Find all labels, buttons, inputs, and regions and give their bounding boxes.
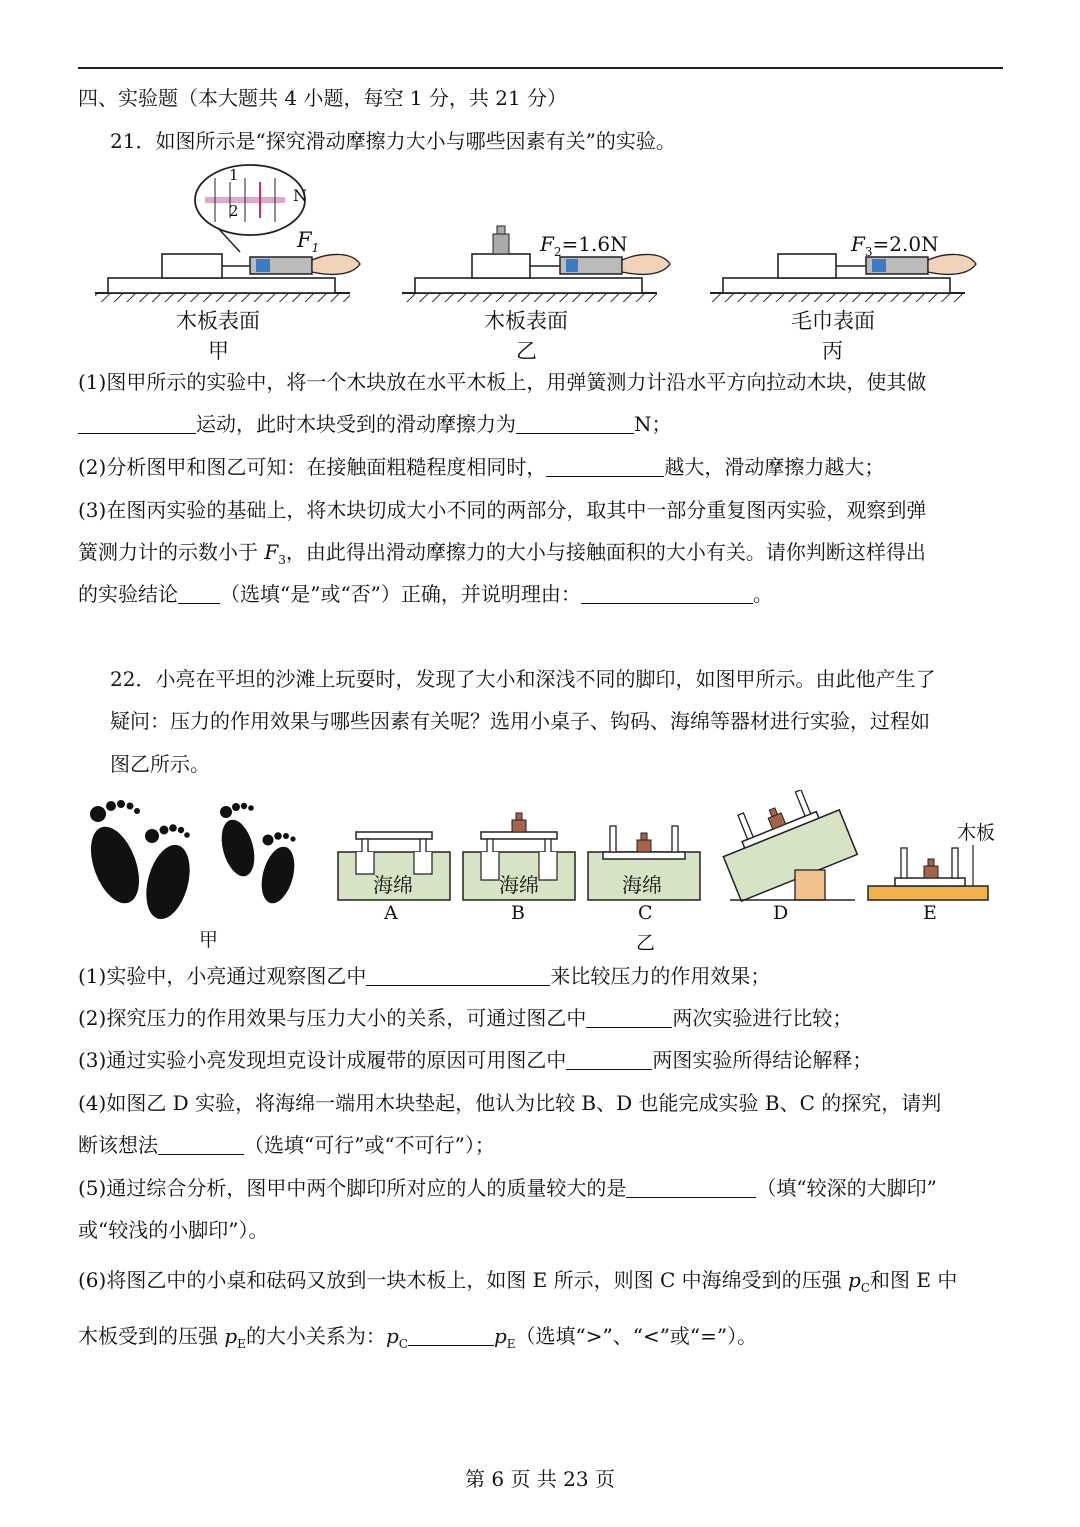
setup-yi — [402, 226, 670, 302]
surface-bing: 毛巾表面 — [791, 309, 875, 333]
scale-mark-1: 1 — [229, 166, 239, 184]
answer-blank[interactable] — [366, 965, 550, 986]
setup-d — [711, 790, 857, 901]
label-yi-group: 乙 — [636, 932, 656, 954]
footprints — [82, 800, 300, 924]
q21-p1a: (1)图甲所示的实验中，将一个木块放在水平木板上，用弹簧测力计沿水平方向拉动木块，使其做 — [78, 370, 927, 394]
answer-blank[interactable] — [516, 413, 634, 434]
sponge-b: 海绵 — [499, 873, 539, 897]
label-jia: 甲 — [208, 339, 229, 363]
answer-blank[interactable] — [408, 1325, 494, 1346]
sponge-a: 海绵 — [373, 873, 413, 897]
answer-blank[interactable] — [546, 456, 664, 477]
surface-yi: 木板表面 — [484, 309, 568, 333]
force-jia: $F_1$ — [297, 228, 320, 256]
q22-p3: (3)通过实验小亮发现坦克设计成履带的原因可用图乙中 两图实验所得结论解释； — [78, 1048, 873, 1072]
q21-p3a: (3)在图丙实验的基础上，将木块切成大小不同的两部分，取其中一部分重复图丙实验，观察到弹 — [78, 498, 927, 522]
label-b: B — [511, 902, 525, 924]
q21-p3b: 簧测力计的示数小于 $F_3$，由此得出滑动摩擦力的大小与接触面积的大小有关。请你判断这样得出 — [78, 540, 926, 567]
answer-blank[interactable] — [158, 1134, 244, 1155]
scale-unit: N — [293, 186, 307, 205]
label-bing: 丙 — [822, 339, 843, 363]
label-footprints: 甲 — [199, 929, 219, 951]
q21-p2: (2)分析图甲和图乙可知：在接触面粗糙程度相同时， 越大，滑动摩擦力越大； — [78, 455, 885, 479]
section-title: 四、实验题（本大题共 4 小题，每空 1 分，共 21 分） — [78, 86, 568, 110]
q22-p6a: (6)将图乙中的小桌和砝码又放到一块木板上，如图 E 所示，则图 C 中海绵受到的压强 $p_C$和图 E 中 — [78, 1268, 958, 1295]
label-e: E — [923, 902, 937, 924]
q22-p6b: 木板受到的压强 $p_E$的大小关系为：$p_C$ $p_E$（选填“>”、“<”或“=”）。 — [78, 1324, 758, 1351]
q22-p4b: 断该想法 （选填“可行”或“不可行”）； — [78, 1133, 495, 1157]
q22-stem-3: 图乙所示。 — [110, 752, 210, 776]
sponge-c: 海绵 — [622, 873, 662, 897]
q21-p1b: 运动，此时木块受到的滑动摩擦力为 N； — [78, 410, 672, 438]
page-footer: 第 6 页 共 23 页 — [465, 1467, 615, 1491]
label-d: D — [773, 902, 789, 924]
setup-e — [868, 845, 988, 900]
q22-p4a: (4)如图乙 D 实验，将海绵一端用木块垫起，他认为比较 B、D 也能完成实验 B、C 的探究，请判 — [78, 1091, 942, 1115]
surface-jia: 木板表面 — [176, 309, 260, 333]
q21-stem: 21．如图所示是“探究滑动摩擦力大小与哪些因素有关”的实验。 — [110, 129, 676, 153]
top-rule — [78, 67, 1003, 69]
setup-bing — [710, 254, 976, 302]
answer-blank[interactable] — [581, 583, 753, 604]
q22-figure — [80, 790, 995, 925]
answer-blank[interactable] — [178, 583, 220, 604]
setup-jia — [95, 165, 360, 302]
q22-stem-2: 疑问：压力的作用效果与哪些因素有关呢？选用小桌子、钩码、海绵等器材进行实验，过程如 — [110, 709, 930, 733]
label-yi: 乙 — [516, 339, 537, 363]
answer-blank[interactable] — [626, 1177, 756, 1198]
force-bing: $F_3=2.0N$ — [851, 232, 939, 259]
label-c: C — [638, 902, 653, 924]
answer-blank[interactable] — [78, 413, 196, 434]
q22-p2: (2)探究压力的作用效果与压力大小的关系，可通过图乙中 两次实验进行比较； — [78, 1006, 853, 1030]
scale-mark-2: 2 — [229, 202, 239, 220]
answer-blank[interactable] — [566, 1049, 652, 1070]
force-yi: $F_2=1.6N$ — [540, 232, 628, 259]
answer-blank[interactable] — [586, 1007, 672, 1028]
q22-stem-1: 22．小亮在平坦的沙滩上玩耍时，发现了大小和深浅不同的脚印，如图甲所示。由此他产生了 — [110, 667, 936, 691]
board-label: 木板 — [957, 822, 996, 844]
q22-p5b: 或“较浅的小脚印”）。 — [78, 1218, 269, 1242]
label-a: A — [384, 902, 398, 924]
q21-p3c: 的实验结论 （选填“是”或“否”）正确，并说明理由： 。 — [78, 582, 773, 606]
q22-p5a: (5)通过综合分析，图甲中两个脚印所对应的人的质量较大的是 （填“较深的大脚印” — [78, 1176, 937, 1200]
q22-p1: (1)实验中，小亮通过观察图乙中 来比较压力的作用效果； — [78, 964, 771, 988]
